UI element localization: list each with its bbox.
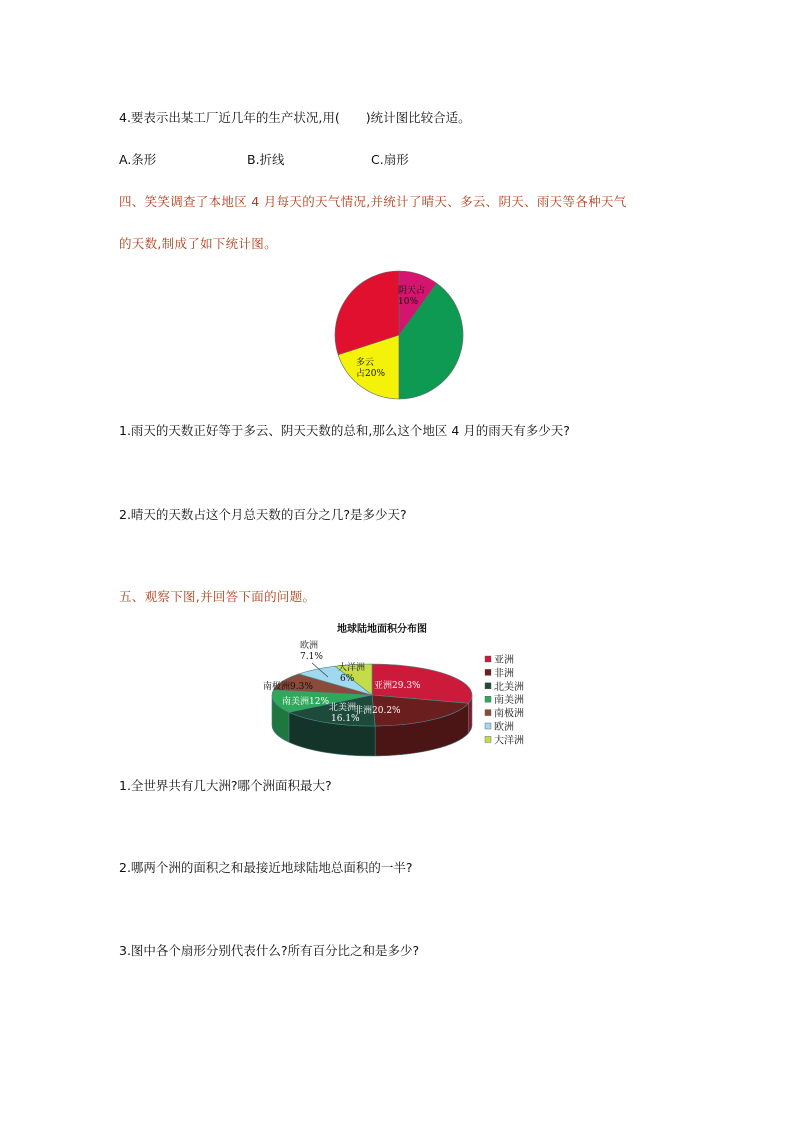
- weather-pie-value-1: 10%: [398, 297, 419, 307]
- land-pie-label-4: 南美洲12%: [282, 697, 330, 707]
- section4-question-1: 1.雨天的天数正好等于多云、阴天天数的总和,那么这个地区 4 月的雨天有多少天?: [119, 423, 570, 438]
- legend-label-3: 北美洲: [494, 681, 524, 693]
- q4-text-before: 4.要表示出某工厂近几年的生产状况,用(: [119, 110, 340, 125]
- legend-label-5: 南极洲: [494, 708, 524, 720]
- q4-option-a[interactable]: A.条形: [119, 152, 157, 167]
- weather-pie-value-3: 占20%: [356, 369, 386, 379]
- land-pie-label-7: 大洋洲: [338, 663, 366, 673]
- legend-swatch-1: [485, 656, 491, 662]
- land-pie-label-5: 南极洲9.3%: [263, 682, 313, 692]
- weather-pie-chart: [326, 265, 472, 405]
- land-area-pie-chart: [262, 615, 552, 760]
- section4-heading-line2: 的天数,制成了如下统计图。: [119, 236, 277, 251]
- weather-pie-label-1: 阴天占: [398, 286, 426, 296]
- legend-swatch-2: [485, 669, 491, 675]
- land-pie-label-2: 非洲20.2%: [354, 706, 401, 716]
- section5-question-3: 3.图中各个扇形分别代表什么?所有百分比之和是多少?: [119, 943, 420, 958]
- legend-label-2: 非洲: [494, 668, 514, 680]
- q4-line: [119, 108, 471, 126]
- weather-pie-label-3: 多云: [356, 358, 375, 368]
- section5-question-1: 1.全世界共有几大洲?哪个洲面积最大?: [119, 778, 332, 793]
- land-pie-label-1: 亚洲29.3%: [374, 681, 421, 691]
- legend-swatch-6: [485, 723, 491, 729]
- legend-label-6: 欧洲: [494, 722, 514, 733]
- section5-heading: 五、观察下图,并回答下面的问题。: [119, 589, 316, 604]
- q4-option-c[interactable]: C.扇形: [371, 152, 409, 167]
- section4-heading-line1: 四、笑笑调查了本地区 4 月每天的天气情况,并统计了晴天、多云、阴天、雨天等各种天气: [119, 194, 627, 209]
- legend-label-1: 亚洲: [494, 655, 514, 666]
- legend-label-7: 大洋洲: [494, 735, 524, 747]
- legend-swatch-3: [485, 683, 491, 689]
- section5-question-2: 2.哪两个洲的面积之和最接近地球陆地总面积的一半?: [119, 860, 413, 875]
- section4-question-2: 2.晴天的天数占这个月总天数的百分之几?是多少天?: [119, 507, 407, 522]
- land-pie-label-6: 欧洲: [300, 641, 319, 651]
- q4-text-after: )统计图比较合适。: [365, 110, 471, 125]
- land-pie-label-3: 北美洲: [329, 703, 357, 713]
- legend-swatch-5: [485, 710, 491, 716]
- land-pie-value-6: 7.1%: [300, 652, 323, 662]
- legend-swatch-4: [485, 696, 491, 702]
- land-chart-title: 地球陆地面积分布图: [337, 624, 427, 635]
- land-pie-value-3: 16.1%: [331, 714, 360, 724]
- legend-swatch-7: [485, 736, 491, 742]
- land-pie-value-7: 6%: [340, 674, 355, 684]
- q4-option-b[interactable]: B.折线: [247, 152, 285, 167]
- legend-label-4: 南美洲: [494, 695, 524, 707]
